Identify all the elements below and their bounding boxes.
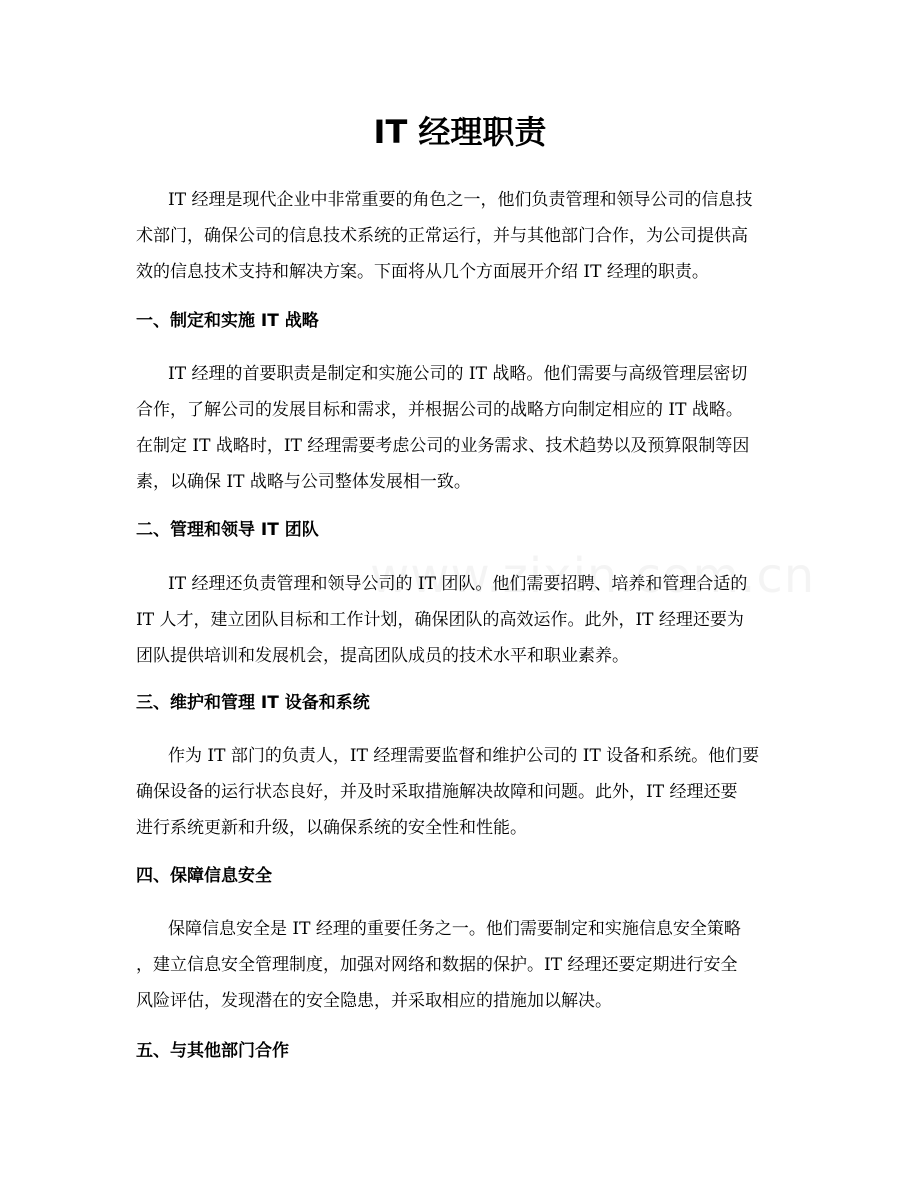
section-heading-3: 三、维护和管理 IT 设备和系统 [136,693,370,713]
paragraph-line: 合作，了解公司的发展目标和需求，并根据公司的战略方向制定相应的 IT 战略。 [136,400,743,420]
section-paragraph-3 [136,738,776,846]
paragraph-line: IT 人才，建立团队目标和工作计划，确保团队的高效运作。此外，IT 经理还要为 [136,610,744,630]
paragraph-line: 术部门，确保公司的信息技术系统的正常运行，并与其他部门合作，为公司提供高 [136,226,748,246]
paragraph-line: 在制定 IT 战略时，IT 经理需要考虑公司的业务需求、技术趋势以及预算限制等因 [136,436,750,456]
document-title: IT 经理职责 [373,113,547,151]
paragraph-line: 确保设备的运行状态良好，并及时采取措施解决故障和问题。此外，IT 经理还要 [136,782,738,802]
section-paragraph-4 [136,911,776,1019]
paragraph-line: ，建立信息安全管理制度，加强对网络和数据的保护。IT 经理还要定期进行安全 [136,955,738,975]
paragraph-line: 作为 IT 部门的负责人，IT 经理需要监督和维护公司的 IT 设备和系统。他们要 [168,746,760,766]
section-heading-1: 一、制定和实施 IT 战略 [136,311,319,331]
section-heading-2: 二、管理和领导 IT 团队 [136,520,319,540]
paragraph-line: IT 经理是现代企业中非常重要的角色之一，他们负责管理和领导公司的信息技 [168,190,753,210]
paragraph-line: 素，以确保 IT 战略与公司整体发展相一致。 [136,472,471,492]
paragraph-line: 保障信息安全是 IT 经理的重要任务之一。他们需要制定和实施信息安全策略 [168,919,741,939]
paragraph-line: IT 经理的首要职责是制定和实施公司的 IT 战略。他们需要与高级管理层密切 [168,364,748,384]
intro-paragraph [136,182,776,290]
section-paragraph-1 [136,356,776,500]
paragraph-line: IT 经理还负责管理和领导公司的 IT 团队。他们需要招聘、培养和管理合适的 [168,574,748,594]
section-heading-5: 五、与其他部门合作 [136,1041,289,1061]
paragraph-line: 进行系统更新和升级，以确保系统的安全性和性能。 [136,818,527,838]
paragraph-line: 团队提供培训和发展机会，提高团队成员的技术水平和职业素养。 [136,646,629,666]
paragraph-line: 风险评估，发现潜在的安全隐患，并采取相应的措施加以解决。 [136,991,612,1011]
paragraph-line: 效的信息技术支持和解决方案。下面将从几个方面展开介绍 IT 经理的职责。 [136,262,709,282]
section-paragraph-2 [136,566,776,674]
section-heading-4: 四、保障信息安全 [136,866,272,886]
